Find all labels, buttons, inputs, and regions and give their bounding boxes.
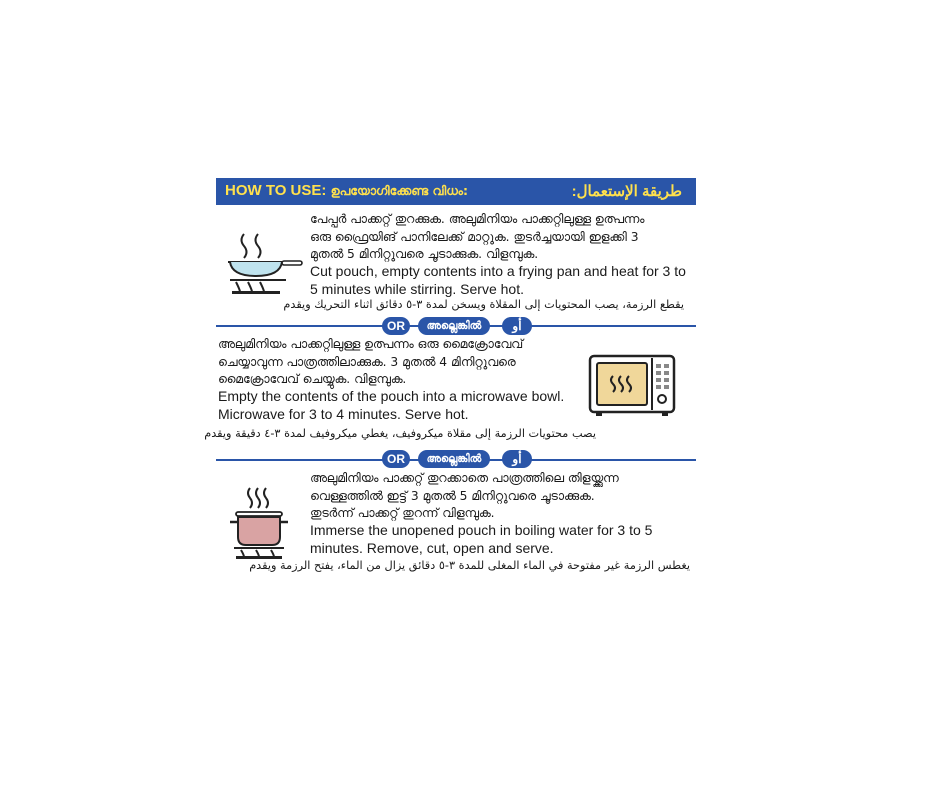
boiling-pot-icon	[224, 484, 294, 560]
boil-instructions-ar: يغطس الرزمة غير مفتوحة في الماء المغلى للمدة ٣-٥ دقائق يزال من الماء، يفتح الرزمة ويقدم	[249, 559, 690, 572]
header-title-arabic: طريقة الإستعمال:	[571, 183, 682, 200]
or-pill-en: OR	[382, 317, 410, 335]
frying-pan-icon	[222, 228, 304, 296]
header-title: HOW TO USE: ഉപയോഗിക്കേണ്ട വിധം:	[225, 182, 469, 199]
microwave-icon	[588, 354, 676, 418]
pan-instructions-ar: يقطع الرزمة، يصب المحتويات إلى المقلاة ويسخن لمدة ٣-٥ دقائق اثناء التحريك ويقدم	[283, 298, 684, 311]
pan-instructions-en: Cut pouch, empty contents into a frying pan and heat for 3 to 5 minutes while stirring. Serve hot.	[310, 263, 686, 297]
or-pill-ar-2: أو	[502, 450, 532, 468]
or-pill-ml-2: അല്ലെങ്കിൽ	[418, 450, 490, 468]
boil-instructions-ml: അലുമിനിയം പാക്കറ്റ് തുറക്കാതെ പാത്രത്തിലെ തിളയ്ക്കുന്ന വെള്ളത്തിൽ ഇട്ട് 3 മുതൽ 5 മിനിറ്റുവരെ ചൂടാക്കുക. തുടർന്ന് പാക്കറ്റ് തുറന്ന് വിളമ്പുക.	[310, 471, 619, 520]
boil-instructions-en: Immerse the unopened pouch in boiling water for 3 to 5 minutes. Remove, cut, open and serve.	[310, 522, 653, 556]
microwave-instructions-ml: അലുമിനിയം പാക്കറ്റിലുള്ള ഉത്പന്നം ഒരു മൈക്രോവേവ് ചെയ്യാവുന്ന പാത്രത്തിലാക്കുക. 3 മുതൽ 4 മിനിറ്റുവരെ മൈക്രോവേവ് ചെയ്യുക. വിളമ്പുക.	[218, 337, 524, 386]
or-pill-ml: അല്ലെങ്കിൽ	[418, 317, 490, 335]
or-pill-ar: أو	[502, 317, 532, 335]
microwave-instructions-en: Empty the contents of the pouch into a microwave bowl. Microwave for 3 to 4 minutes. Serve hot.	[218, 388, 565, 422]
how-to-use-card	[204, 178, 696, 578]
pan-instructions-ml: പേപ്പർ പാക്കറ്റ് തുറക്കുക. അലുമിനിയം പാക്കറ്റിലുള്ള ഉത്പന്നം ഒരു ഫ്രൈയിങ് പാനിലേക്ക് മാറ്റുക. തുടർച്ചയായി ഇളക്കി 3 മുതൽ 5 മിനിറ്റുവരെ ചൂടാക്കുക. വിളമ്പുക.	[310, 212, 645, 261]
header-bar	[216, 178, 696, 205]
or-pill-en-2: OR	[382, 450, 410, 468]
microwave-instructions-ar: يصب محتويات الرزمة إلى مقلاة ميكروفيف، يغطي ميكروفيف لمدة ٣-٤ دقيقة ويقدم	[204, 427, 596, 440]
